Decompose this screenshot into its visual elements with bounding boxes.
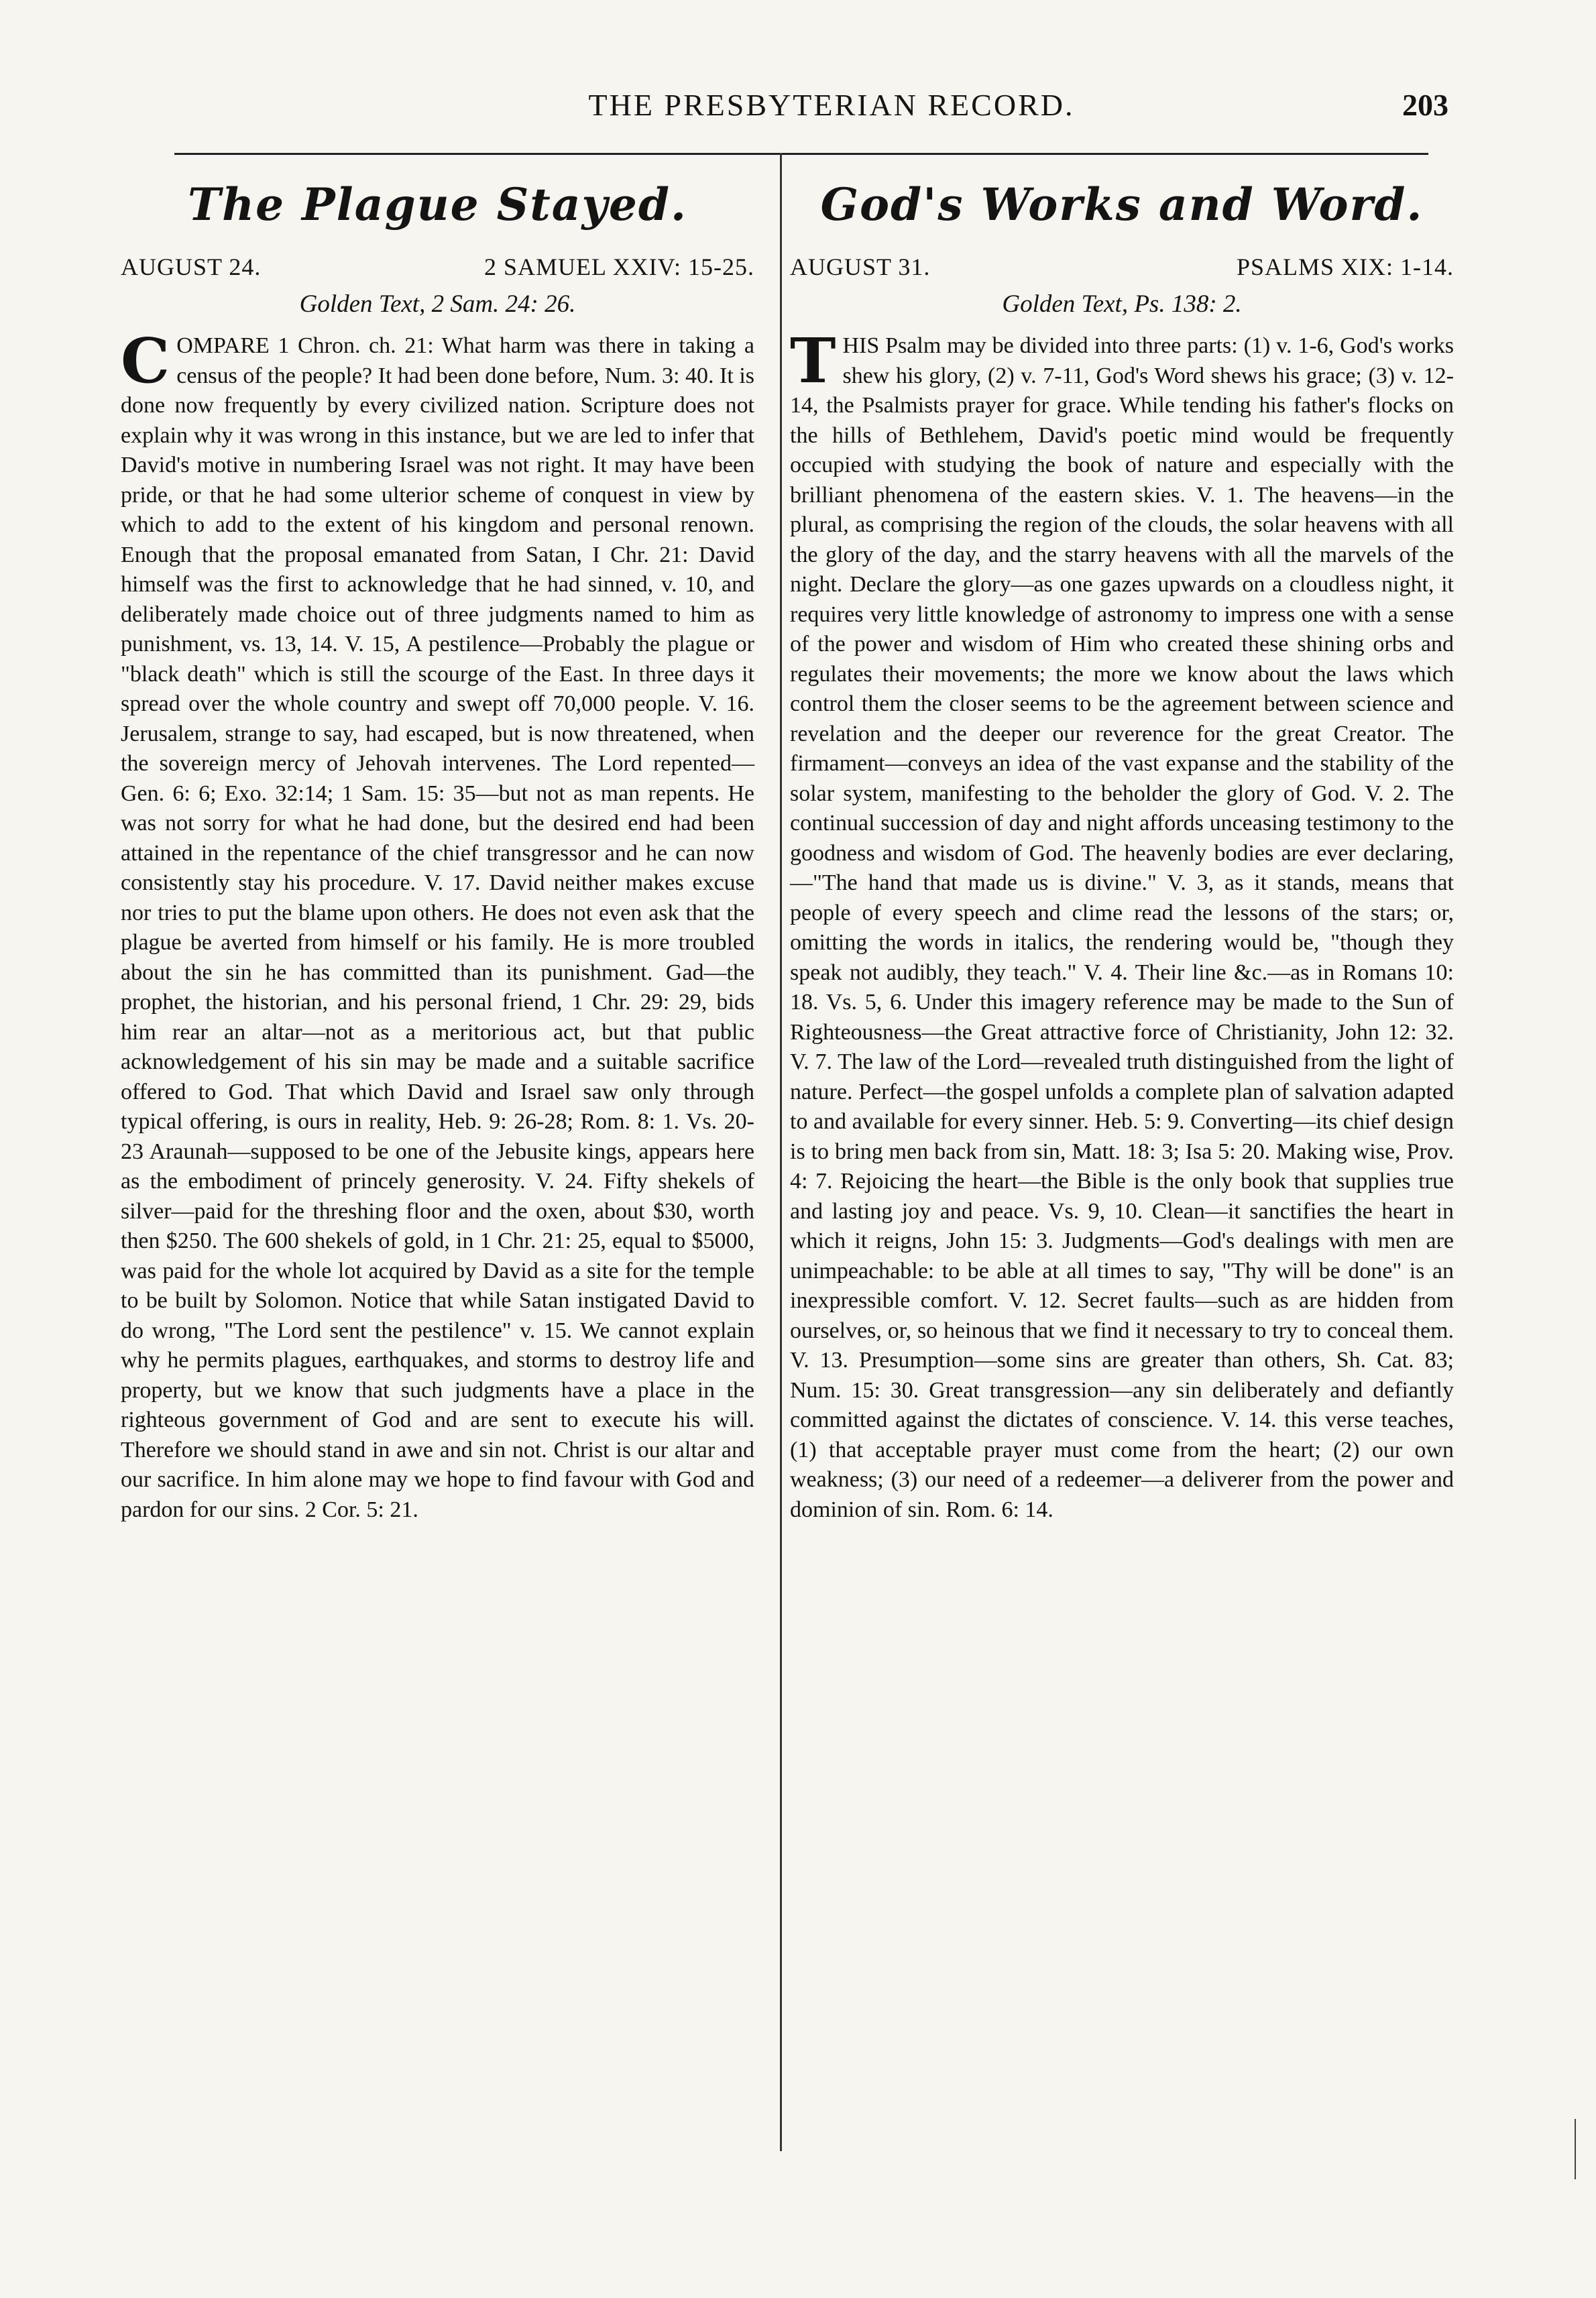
golden-text: Golden Text, Ps. 138: 2. xyxy=(1002,290,1242,318)
column-divider xyxy=(780,153,782,2151)
lesson-body xyxy=(121,325,754,1525)
running-title: THE PRESBYTERIAN RECORD. xyxy=(588,88,1075,122)
lesson-body xyxy=(790,325,1454,1525)
lesson-reference-line xyxy=(121,252,754,282)
lesson-column-left xyxy=(121,174,754,1525)
running-head xyxy=(121,87,1448,134)
page-number: 203 xyxy=(1402,88,1448,122)
lesson-body-text: HIS Psalm may be divided into three parts: (1) v. 1-6, God's works shew his glory, (2) v. 7-11, God's Word shews his grace; (3) v. 12-14, the Psalmists prayer for grace. While tending his father's flocks on the hills of Bethlehem, David's poetic mind would be frequently occupied with studying the book of nature and especially with the brilliant phenomena of the eastern skies. V. 1. The heavens—in the plural, as comprising the region of the clouds, the solar heavens with all the glory of the day, and the starry heavens with all the marvels of the night. Declare the glory—as one gazes upwards on a cloudless night, it requires very little knowledge of astronomy to impress one with a sense of the power and wisdom of Him who created these shining orbs and regulates their movements; the more we know about the laws which control them the closer seems to be the agreement between science and revelation and the deeper our reverence for the great Creator. The firmament—conveys an idea of the vast expanse and the stability of the solar system, manifesting to the beholder the glory of God. V. 2. The continual succession of day and night affords unceasing testimony to the goodness and wisdom of God. The heavenly bodies are ever declaring,—"The hand that made us is divine." V. 3, as it stands, means that people of every speech and clime read the lessons of the stars; or, omitting the words in italics, the rendering would be, "though they speak not audibly, they teach." V. 4. Their line &c.—as in Romans 10: 18. Vs. 5, 6. Under this imagery reference may be made to the Sun of Righteousness—the Great attractive force of Christianity, John 12: 32. V. 7. The law of the Lord—revealed truth distinguished from the light of nature. Perfect—the gospel unfolds a complete plan of salvation adapted to and available for every sinner. Heb. 5: 9. Converting—its chief design is to bring men back from sin, Matt. 18: 3; Isa 5: 20. Making wise, Prov. 4: 7. Rejoicing the heart—the Bible is the only book that supplies true and lasting joy and peace. Vs. 9, 10. Clean—it sanctifies the heart in which it reigns, John 15: 3. Judgments—God's dealings with men are unimpeachable: to be able at all times to say, "Thy will be done" is an inexpressible comfort. V. 12. Secret faults—such as are hidden from ourselves, or, so heinous that we find it necessary to try to conceal them. V. 13. Presumption—some sins are greater than others, Sh. Cat. 83; Num. 15: 30. Great transgression—any sin deliberately and defiantly committed against the dictates of conscience. V. 14. this verse teaches, (1) that acceptable prayer must come from the heart; (2) our own weakness; (3) our need of a redeemer—a deliverer from the power and dominion of sin. Rom. 6: 14. xyxy=(790,333,1454,1522)
lesson-title: God's Works and Word. xyxy=(820,178,1424,231)
golden-text: Golden Text, 2 Sam. 24: 26. xyxy=(299,290,576,318)
lesson-body-text: OMPARE 1 Chron. ch. 21: What harm was there in taking a census of the people? It had been done before, Num. 3: 40. It is done now frequently by every civilized nation. Scripture does not explain why it was wrong in this instance, but we are led to infer that David's motive in numbering Israel was not right. It may have been pride, or that he had some ulterior scheme of conquest in view by which to add to the extent of his kingdom and personal renown. Enough that the proposal emanated from Satan, I Chr. 21: David himself was the first to acknowledge that he had sinned, v. 10, and deliberately made choice out of three judgments named to him as punishment, vs. 13, 14. V. 15, A pestilence—Probably the plague or "black death" which is still the scourge of the East. In three days it spread over the whole country and swept off 70,000 people. V. 16. Jerusalem, strange to say, had escaped, but is now threatened, when the sovereign mercy of Jehovah intervenes. The Lord repented—Gen. 6: 6; Exo. 32:14; 1 Sam. 15: 35—but not as man repents. He was not sorry for what he had done, but the desired end had been attained in the repentance of the chief transgressor and he can now consistently stay his procedure. V. 17. David neither makes excuse nor tries to put the blame upon others. He does not even ask that the plague be averted from himself or his family. He is more troubled about the sin he has committed than its punishment. Gad—the prophet, the historian, and his personal friend, 1 Chr. 29: 29, bids him rear an altar—not as a meritorious act, but that public acknowledgement of his sin may be made and a suitable sacrifice offered to God. That which David and Israel saw only through typical offering, is ours in reality, Heb. 9: 26-28; Rom. 8: 1. Vs. 20-23 Araunah—supposed to be one of the Jebusite kings, appears here as the embodiment of princely generosity. V. 24. Fifty shekels of silver—paid for the threshing floor and the oxen, about $30, worth then $250. The 600 shekels of gold, in 1 Chr. 21: 25, equal to $5000, was paid for the whole lot acquired by David as a site for the temple to be built by Solomon. Notice that while Satan instigated David to do wrong, "The Lord sent the pestilence" v. 15. We cannot explain why he permits plagues, earthquakes, and storms to destroy life and property, but we know that such judgments have a place in the righteous government of God and are sent to execute his will. Therefore we should stand in awe and sin not. Christ is our altar and our sacrifice. In him alone may we hope to find favour with God and pardon for our sins. 2 Cor. 5: 21. xyxy=(121,333,754,1522)
scripture-reference: PSALMS XIX: 1-14. xyxy=(1236,253,1454,280)
lesson-date: AUGUST 31. xyxy=(790,253,931,280)
lesson-title: The Plague Stayed. xyxy=(187,178,688,231)
drop-cap: T xyxy=(790,325,836,397)
header-rule xyxy=(174,153,1428,155)
lesson-date: AUGUST 24. xyxy=(121,253,262,280)
drop-cap: C xyxy=(121,325,170,397)
lesson-column-right xyxy=(790,174,1454,1525)
scripture-reference: 2 SAMUEL XXIV: 15-25. xyxy=(484,253,754,280)
lesson-reference-line xyxy=(790,252,1454,282)
margin-mark xyxy=(1575,2119,1576,2179)
